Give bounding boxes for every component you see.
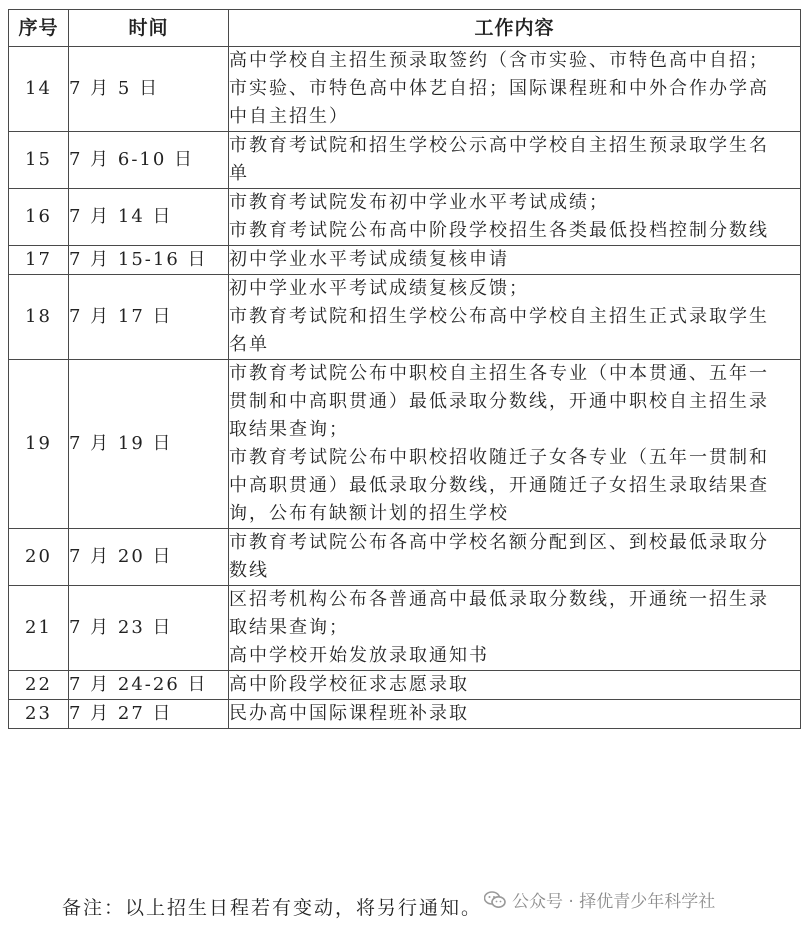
- content-line: 市教育考试院公布中职校自主招生各专业（中本贯通、五年一: [229, 363, 769, 384]
- content-line: 市教育考试院和招生学校公布高中学校自主招生正式录取学生: [229, 306, 769, 327]
- table-row: [9, 275, 801, 360]
- content-line: 初中学业水平考试成绩复核申请: [229, 249, 509, 270]
- content-line: 市教育考试院公布中职校招收随迁子女各专业（五年一贯制和: [229, 447, 769, 468]
- table-row: [9, 246, 801, 275]
- row-number: 17: [9, 246, 69, 275]
- row-content: [229, 132, 801, 189]
- row-number: 14: [9, 47, 69, 132]
- wechat-official-account-icon: [484, 891, 506, 909]
- row-number: 22: [9, 671, 69, 700]
- row-date: 7 月 19 日: [69, 360, 229, 529]
- row-number: 20: [9, 529, 69, 586]
- row-content: [229, 586, 801, 671]
- table-row: [9, 671, 801, 700]
- table-row: [9, 47, 801, 132]
- row-date: 7 月 23 日: [69, 586, 229, 671]
- content-line: 名单: [229, 334, 269, 355]
- content-line: 初中学业水平考试成绩复核反馈；: [229, 278, 529, 299]
- table-row: [9, 700, 801, 729]
- row-number: 19: [9, 360, 69, 529]
- table-row: [9, 360, 801, 529]
- table-row: [9, 529, 801, 586]
- row-date: 7 月 6-10 日: [69, 132, 229, 189]
- content-line: 区招考机构公布各普通高中最低录取分数线，开通统一招生录: [229, 589, 769, 610]
- header-content: 工作内容: [229, 10, 801, 47]
- content-line: 高中学校开始发放录取通知书: [229, 645, 489, 666]
- content-line: 单: [229, 163, 249, 184]
- row-date: 7 月 5 日: [69, 47, 229, 132]
- row-content: [229, 47, 801, 132]
- content-line: 市教育考试院发布初中学业水平考试成绩；: [229, 192, 609, 213]
- row-number: 18: [9, 275, 69, 360]
- header-num: 序号: [9, 10, 69, 47]
- watermark-text: 公众号 · 择优青少年科学社: [512, 892, 716, 912]
- row-date: 7 月 15-16 日: [69, 246, 229, 275]
- schedule-table: [8, 9, 801, 729]
- content-line: 市实验、市特色高中体艺自招；国际课程班和中外合作办学高: [229, 78, 769, 99]
- row-content: [229, 671, 801, 700]
- content-line: 民办高中国际课程班补录取: [229, 703, 469, 724]
- content-line: 高中阶段学校征求志愿录取: [229, 674, 469, 695]
- content-line: 贯制和中高职贯通）最低录取分数线，开通中职校自主招生录: [229, 391, 769, 412]
- content-line: 中高职贯通）最低录取分数线，开通随迁子女招生录取结果查: [229, 475, 769, 496]
- table-row: [9, 189, 801, 246]
- row-date: 7 月 24-26 日: [69, 671, 229, 700]
- row-number: 16: [9, 189, 69, 246]
- table-row: [9, 586, 801, 671]
- content-line: 取结果查询；: [229, 617, 349, 638]
- row-content: [229, 529, 801, 586]
- header-date: 时间: [69, 10, 229, 47]
- table-body: [9, 47, 801, 729]
- row-date: 7 月 17 日: [69, 275, 229, 360]
- content-line: 取结果查询；: [229, 419, 349, 440]
- content-line: 中自主招生）: [229, 106, 349, 127]
- row-date: 7 月 14 日: [69, 189, 229, 246]
- row-date: 7 月 27 日: [69, 700, 229, 729]
- row-date: 7 月 20 日: [69, 529, 229, 586]
- row-content: [229, 700, 801, 729]
- content-line: 数线: [229, 560, 269, 581]
- content-line: 市教育考试院和招生学校公示高中学校自主招生预录取学生名: [229, 135, 769, 156]
- row-number: 15: [9, 132, 69, 189]
- row-content: [229, 246, 801, 275]
- footnote: 备注：以上招生日程若有变动，将另行通知。: [62, 897, 483, 919]
- content-line: 市教育考试院公布高中阶段学校招生各类最低投档控制分数线: [229, 220, 769, 241]
- content-line: 高中学校自主招生预录取签约（含市实验、市特色高中自招；: [229, 50, 769, 71]
- row-number: 23: [9, 700, 69, 729]
- content-line: 询，公布有缺额计划的招生学校: [229, 503, 509, 524]
- row-number: 21: [9, 586, 69, 671]
- row-content: [229, 360, 801, 529]
- content-line: 市教育考试院公布各高中学校名额分配到区、到校最低录取分: [229, 532, 769, 553]
- row-content: [229, 189, 801, 246]
- row-content: [229, 275, 801, 360]
- watermark: [484, 887, 715, 912]
- table-row: [9, 132, 801, 189]
- table-header-row: [9, 10, 801, 47]
